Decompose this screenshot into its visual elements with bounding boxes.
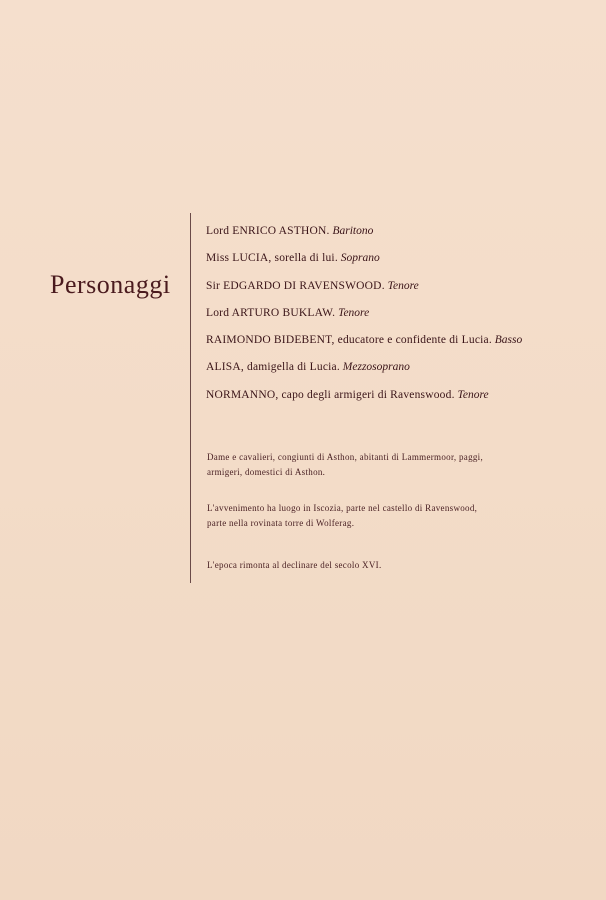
character-name: RAIMONDO BIDEBENT, educatore e confidente di Lucia. <box>206 334 492 347</box>
cast-item <box>206 225 596 252</box>
setting-note-line: L'avvenimento ha luogo in Iscozia, parte nel castello di Ravenswood, <box>207 503 478 513</box>
cast-item <box>206 334 596 361</box>
setting-note-line: parte nella rovinata torre di Wolferag. <box>207 518 355 528</box>
setting-note <box>207 501 567 531</box>
chorus-note <box>207 450 567 480</box>
page-title: Personaggi <box>50 270 171 299</box>
character-name: Lord ARTURO BUKLAW. <box>206 306 336 319</box>
character-name: Lord ENRICO ASTHON. <box>206 225 330 237</box>
character-name: Sir EDGARDO DI RAVENSWOOD. <box>206 279 385 292</box>
character-name: ALISA, damigella di Lucia. <box>206 361 340 374</box>
voice-type: Basso <box>494 334 523 347</box>
voice-type: Mezzosoprano <box>342 361 410 374</box>
voice-type: Tenore <box>387 279 419 292</box>
voice-type: Tenore <box>457 388 489 401</box>
cast-item <box>206 252 596 279</box>
chorus-note-line: armigeri, domestici di Asthon. <box>207 467 326 477</box>
cast-item <box>206 389 596 416</box>
cast-item <box>206 361 596 388</box>
vertical-divider <box>190 213 191 583</box>
epoch-note <box>207 558 567 573</box>
cast-list <box>206 225 596 416</box>
character-name: NORMANNO, capo degli armigeri di Ravenswood. <box>206 388 455 401</box>
cast-item <box>206 307 596 334</box>
voice-type: Tenore <box>338 306 370 319</box>
chorus-note-line: Dame e cavalieri, congiunti di Asthon, abitanti di Lammermoor, paggi, <box>207 452 484 462</box>
character-name: Miss LUCIA, sorella di lui. <box>206 252 338 265</box>
epoch-note-line: L'epoca rimonta al declinare del secolo XVI. <box>207 560 382 570</box>
cast-item <box>206 280 596 307</box>
voice-type: Baritono <box>332 225 374 237</box>
voice-type: Soprano <box>340 252 380 265</box>
